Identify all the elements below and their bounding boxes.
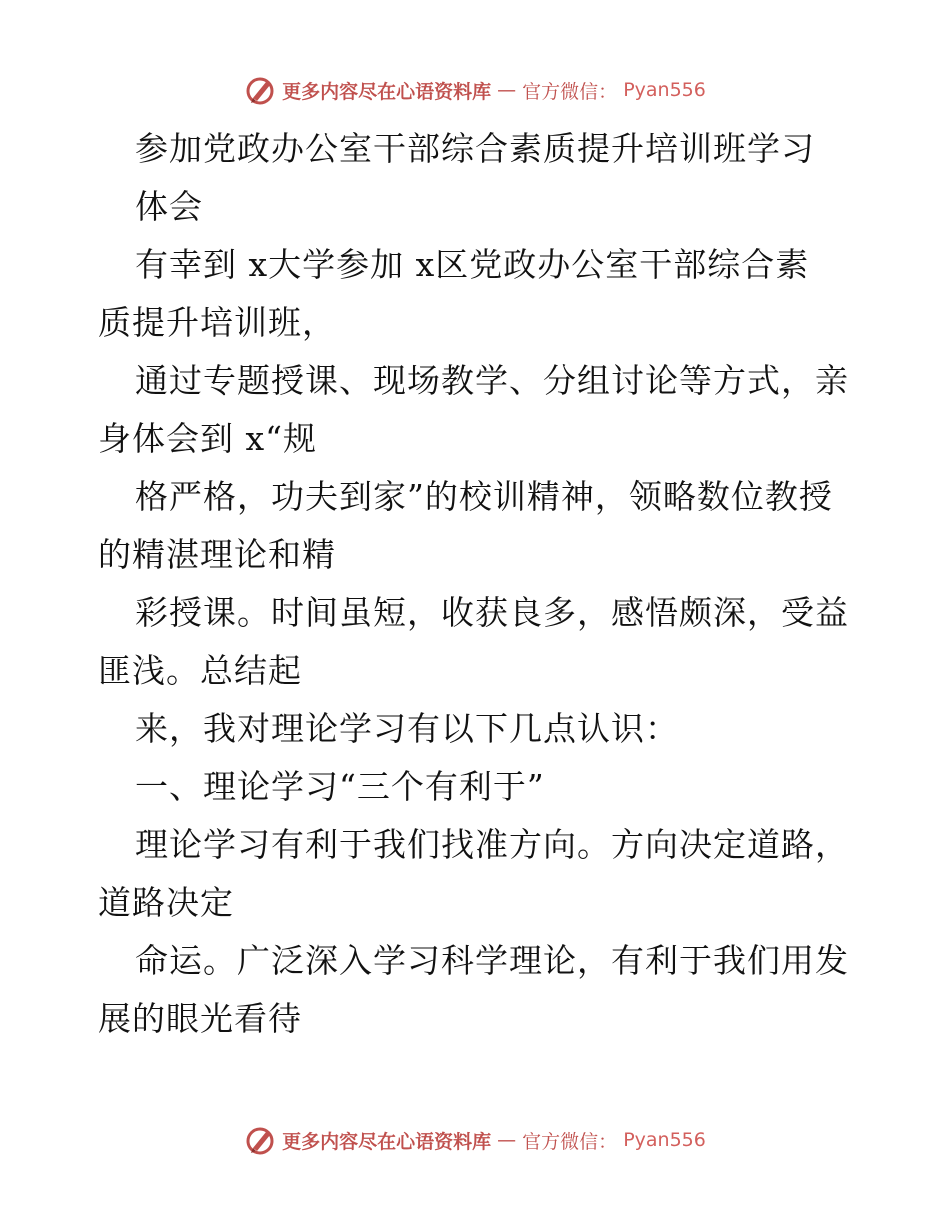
text-line: 通过专题授课、现场教学、分组讨论等方式，亲	[135, 361, 849, 400]
text-line: 来，我对理论学习有以下几点认识：	[135, 709, 679, 748]
header-watermark	[0, 74, 950, 106]
text-line: 彩授课。时间虽短，收获良多，感悟颇深，受益	[135, 593, 849, 632]
text-line: 道路决定	[98, 883, 234, 922]
watermark-text: 更多内容尽在心语资料库	[282, 1130, 492, 1153]
watermark-wechat-id: Pyan556	[623, 1129, 706, 1151]
text-line: 的精湛理论和精	[98, 535, 336, 574]
text-line: 理论学习有利于我们找准方向。方向决定道路，	[135, 825, 849, 864]
text-line: 体会	[135, 187, 203, 226]
text-line: 命运。广泛深入学习科学理论，有利于我们用发	[135, 941, 849, 980]
text-line: 展的眼光看待	[98, 999, 302, 1038]
watermark-text: 更多内容尽在心语资料库	[282, 80, 492, 103]
text-line: 匪浅。总结起	[98, 651, 302, 690]
text-line: 身体会到 x“规	[98, 419, 317, 458]
watermark-wechat-label: 官方微信：	[522, 1130, 618, 1153]
document-body	[98, 120, 858, 1048]
pen-logo-icon	[244, 1124, 276, 1156]
text-line: 质提升培训班，	[98, 303, 336, 342]
watermark-separator: —	[497, 1129, 517, 1151]
watermark-separator: —	[497, 79, 517, 101]
text-line: 参加党政办公室干部综合素质提升培训班学习	[135, 129, 815, 168]
text-line: 有幸到 x大学参加 x区党政办公室干部综合素	[135, 245, 810, 284]
footer-watermark	[0, 1124, 950, 1156]
text-line: 格严格，功夫到家”的校训精神，领略数位教授	[135, 477, 833, 516]
watermark-wechat-label: 官方微信：	[522, 80, 618, 103]
pen-logo-icon	[244, 74, 276, 106]
watermark-wechat-id: Pyan556	[623, 79, 706, 101]
section-heading: 一、理论学习“三个有利于”	[135, 767, 545, 806]
